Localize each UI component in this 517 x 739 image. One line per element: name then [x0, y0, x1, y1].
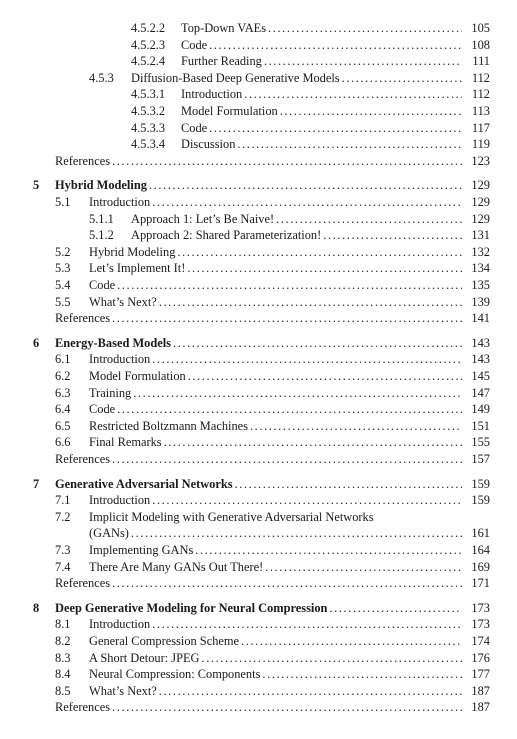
toc-entry-number: 6.1 — [55, 352, 71, 367]
toc-entry[interactable] — [0, 120, 517, 137]
toc-references-entry[interactable] — [0, 153, 517, 170]
toc-page-number: 155 — [471, 435, 490, 450]
toc-entry-number: 6.2 — [55, 369, 71, 383]
toc-entry-number: 5.1.1 — [89, 211, 114, 226]
leader-dots — [173, 337, 462, 350]
toc-entry-title: What’s Next? — [89, 295, 157, 309]
toc-entry-title: There Are Many GANs Out There! — [89, 560, 264, 574]
leader-dots — [112, 453, 462, 466]
toc-page-number: 164 — [471, 543, 490, 557]
toc-entry[interactable] — [0, 244, 517, 261]
toc-entry-number: 7.2 — [55, 509, 71, 524]
toc-page-number: 113 — [471, 104, 490, 118]
toc-entry-title: References — [55, 453, 111, 466]
toc-entry-title: Top-Down VAEs — [181, 22, 267, 35]
toc-entry-number: 5.5 — [55, 294, 71, 309]
toc-entry-continuation[interactable] — [0, 525, 517, 542]
toc-entry[interactable] — [0, 666, 517, 683]
toc-chapter-entry[interactable] — [0, 177, 517, 194]
toc-entry[interactable] — [0, 20, 517, 37]
toc-page-number: 161 — [471, 526, 490, 541]
toc-page-number: 119 — [471, 137, 490, 152]
leader-dots — [276, 213, 462, 226]
toc-page-number: 123 — [471, 153, 490, 168]
leader-dots — [112, 155, 462, 168]
toc-entry-title: What’s Next? — [89, 684, 157, 698]
leader-dots — [112, 701, 462, 714]
toc-page-number: 105 — [471, 21, 490, 35]
leader-dots — [177, 246, 462, 259]
toc-page-number: 143 — [471, 335, 490, 350]
toc-entry-title: Introduction — [89, 618, 151, 632]
toc-entry[interactable] — [0, 650, 517, 667]
toc-references-entry[interactable] — [0, 310, 517, 327]
toc-references-entry[interactable] — [0, 575, 517, 592]
leader-dots — [244, 88, 462, 101]
toc-page-number: 111 — [472, 54, 490, 69]
toc-references-entry[interactable] — [0, 451, 517, 468]
toc-page-number: 187 — [471, 683, 490, 698]
toc-entry[interactable] — [0, 53, 517, 70]
toc-chapter-entry[interactable] — [0, 476, 517, 493]
toc-entry[interactable] — [0, 37, 517, 54]
toc-entry-number: 7.1 — [55, 493, 71, 508]
toc-entry[interactable] — [0, 211, 517, 228]
toc-entry[interactable] — [0, 418, 517, 435]
toc-entry-number: 6.6 — [55, 435, 71, 450]
toc-entry[interactable] — [0, 194, 517, 211]
toc-page-number: 108 — [471, 37, 490, 52]
toc-entry[interactable] — [0, 86, 517, 103]
toc-entry-title: Introduction — [89, 353, 151, 367]
toc-entry[interactable] — [0, 385, 517, 402]
leader-dots — [117, 279, 462, 292]
toc-page-number: 143 — [471, 352, 490, 367]
toc-page-number: 117 — [471, 120, 490, 135]
toc-entry-title: Code — [89, 403, 116, 417]
toc-entry-title: Implementing GANs — [89, 544, 194, 557]
toc-page-number: 139 — [471, 294, 490, 309]
toc-entry-title: Hybrid Modeling — [89, 245, 176, 259]
leader-dots — [131, 527, 462, 540]
toc-entry-number: 7.4 — [55, 559, 71, 574]
toc-page-number: 177 — [471, 667, 490, 682]
toc-entry-title: Introduction — [89, 196, 151, 209]
toc-entry[interactable] — [0, 277, 517, 294]
toc-entry-title: Code — [181, 121, 208, 135]
toc-page-number: 169 — [471, 559, 490, 574]
toc-entry-title: Code — [89, 279, 116, 292]
leader-dots — [209, 39, 462, 52]
toc-chapter-entry[interactable] — [0, 600, 517, 617]
leader-dots — [342, 72, 462, 85]
toc-page-number: 174 — [471, 634, 490, 648]
toc-page-number: 141 — [471, 311, 490, 326]
toc-entry-number: 7.3 — [55, 543, 71, 557]
leader-dots — [250, 420, 462, 433]
leader-dots — [133, 387, 462, 400]
toc-entry-number: 6.3 — [55, 385, 71, 400]
toc-entry-title: Approach 1: Let’s Be Naive! — [131, 212, 275, 226]
leader-dots — [159, 685, 462, 698]
toc-entry-number: 5 — [33, 178, 40, 193]
leader-dots — [264, 55, 462, 68]
toc-page-number: 129 — [471, 195, 490, 209]
toc-entry-title: Training — [89, 386, 132, 400]
leader-dots — [164, 436, 462, 449]
toc-entry-number: 8.2 — [55, 634, 71, 648]
toc-entry-number: 8 — [33, 600, 40, 615]
toc-page-number: 173 — [471, 600, 490, 615]
toc-entry-title: References — [55, 312, 111, 326]
toc-entry-title: Further Reading — [181, 55, 262, 69]
toc-entry[interactable] — [0, 616, 517, 633]
toc-entry-title: Generative Adversarial Networks — [55, 477, 233, 491]
toc-entry[interactable] — [0, 559, 517, 576]
toc-entry[interactable] — [0, 227, 517, 244]
toc-references-entry[interactable] — [0, 699, 517, 716]
toc-entry-title: Deep Generative Modeling for Neural Compression — [55, 601, 328, 615]
toc-entry-title: Implicit Modeling with Generative Adversarial Networks — [89, 509, 374, 524]
leader-dots — [237, 138, 462, 151]
toc-entry-number: 5.3 — [55, 261, 71, 276]
toc-entry-title: References — [55, 701, 111, 715]
leader-dots — [195, 544, 462, 557]
toc-entry-title: Model Formulation — [89, 370, 186, 383]
toc-entry-number: 6 — [33, 335, 40, 350]
toc-entry-number: 4.5.3.4 — [131, 137, 166, 152]
leader-dots — [159, 296, 462, 309]
toc-page-number: 187 — [471, 700, 490, 715]
toc-page-number: 131 — [471, 228, 490, 243]
toc-page-number: 129 — [471, 211, 490, 226]
toc-entry-number: 8.5 — [55, 683, 71, 698]
toc-entry-title: A Short Detour: JPEG — [89, 651, 200, 665]
toc-entry[interactable] — [0, 136, 517, 153]
toc-entry[interactable] — [0, 509, 517, 526]
toc-page-number: 135 — [471, 278, 490, 292]
toc-page-number: 145 — [471, 369, 490, 383]
toc-page-number: 147 — [471, 385, 490, 400]
toc-entry[interactable] — [0, 260, 517, 277]
toc-page-number: 176 — [471, 650, 490, 665]
toc-entry-number: 5.2 — [55, 244, 71, 259]
toc-page-number: 171 — [471, 576, 490, 591]
toc-entry-number: 8.4 — [55, 667, 71, 682]
toc-entry-title: Discussion — [181, 138, 236, 152]
toc-entry[interactable] — [0, 401, 517, 418]
toc-entry[interactable] — [0, 70, 517, 87]
toc-entry[interactable] — [0, 294, 517, 311]
toc-page-number: 157 — [471, 452, 490, 466]
leader-dots — [323, 229, 462, 242]
toc-entry[interactable] — [0, 434, 517, 451]
toc-entry-title: Restricted Boltzmann Machines — [89, 419, 248, 433]
toc-page-number: 134 — [471, 261, 490, 276]
leader-dots — [112, 577, 462, 590]
toc-entry-number: 7 — [33, 476, 40, 491]
toc-entry-number: 5.1.2 — [89, 228, 114, 243]
toc-entry-title: Energy-Based Models — [55, 336, 171, 350]
toc-entry[interactable] — [0, 492, 517, 509]
toc-entry[interactable] — [0, 368, 517, 385]
leader-dots — [329, 602, 462, 615]
leader-dots — [152, 494, 462, 507]
leader-dots — [188, 370, 462, 383]
toc-entry-title: Code — [181, 38, 208, 52]
leader-dots — [209, 122, 462, 135]
toc-page-number: 132 — [471, 244, 490, 259]
toc-entry-title: Approach 2: Shared Parameterization! — [131, 229, 322, 243]
toc-entry[interactable] — [0, 683, 517, 700]
leader-dots — [202, 652, 463, 665]
toc-entry-number: 5.4 — [55, 278, 71, 292]
toc-page-number: 151 — [471, 418, 490, 433]
toc-entry-number: 6.5 — [55, 418, 71, 433]
toc-page-number: 173 — [471, 617, 490, 632]
toc-page-number: 129 — [471, 178, 490, 193]
toc-chapter-entry[interactable] — [0, 335, 517, 352]
leader-dots — [149, 179, 462, 192]
toc-entry-title: Let’s Implement It! — [89, 262, 186, 276]
leader-dots — [262, 668, 462, 681]
toc-entry-number: 4.5.3.3 — [131, 120, 166, 135]
toc-entry-title: Model Formulation — [181, 105, 278, 118]
leader-dots — [235, 478, 462, 491]
toc-page-number: 112 — [471, 87, 490, 102]
leader-dots — [280, 105, 462, 118]
toc-page-number: 112 — [471, 70, 490, 85]
toc-entry-title: Final Remarks — [89, 436, 162, 450]
toc-entry-title-continued: (GANs) — [89, 527, 129, 541]
toc-entry-number: 4.5.2.2 — [131, 21, 166, 35]
toc-page-number: 159 — [471, 476, 490, 491]
toc-entry[interactable] — [0, 542, 517, 559]
leader-dots — [241, 635, 462, 648]
toc-entry-number: 4.5.3.2 — [131, 104, 166, 118]
toc-entry[interactable] — [0, 633, 517, 650]
toc-entry-title: Introduction — [181, 88, 243, 102]
toc-entry-title: References — [55, 577, 111, 591]
leader-dots — [152, 618, 462, 631]
toc-entry-number: 5.1 — [55, 195, 71, 209]
toc-entry-title: Diffusion-Based Deep Generative Models — [131, 71, 340, 85]
toc-page-number: 159 — [471, 493, 490, 508]
toc-entry[interactable] — [0, 103, 517, 120]
toc-entry-number: 8.3 — [55, 650, 71, 665]
leader-dots — [152, 196, 462, 209]
toc-entry-number: 4.5.2.4 — [131, 54, 166, 69]
leader-dots — [112, 312, 462, 325]
toc-entry-title: Hybrid Modeling — [55, 179, 147, 193]
toc-entry-number: 8.1 — [55, 617, 71, 632]
leader-dots — [187, 262, 462, 275]
toc-entry-title: References — [55, 154, 111, 168]
toc-entry-number: 6.4 — [55, 402, 71, 417]
leader-dots — [152, 353, 462, 366]
toc-entry-title: General Compression Scheme — [89, 635, 240, 648]
toc-entry-title: Neural Compression: Components — [89, 668, 261, 682]
toc-entry-number: 4.5.3.1 — [131, 87, 166, 102]
leader-dots — [117, 403, 462, 416]
toc-entry[interactable] — [0, 351, 517, 368]
leader-dots — [268, 22, 462, 35]
toc-page-number: 149 — [471, 402, 490, 417]
toc-entry-title: Introduction — [89, 494, 151, 508]
leader-dots — [265, 561, 462, 574]
toc-entry-number: 4.5.3 — [89, 70, 114, 85]
toc-entry-number: 4.5.2.3 — [131, 37, 166, 52]
